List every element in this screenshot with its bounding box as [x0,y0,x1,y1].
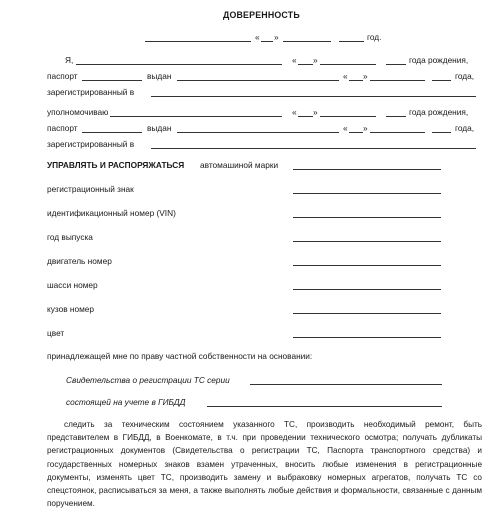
principal-name-field[interactable] [76,55,282,65]
agent-quote-open: « [292,107,297,117]
agent-issued-year-suffix: года, [455,123,475,133]
registered-at-field[interactable] [207,397,442,407]
agent-registered-field[interactable] [151,139,476,149]
principal-registered-label: зарегистрированный в [47,87,135,97]
vehicle-field-label: идентификационный номер (VIN) [47,208,176,218]
vehicle-field-label: цвет [47,328,65,338]
agent-issued-month-field[interactable] [370,123,425,133]
agent-issued-year-field[interactable] [432,123,451,133]
agent-passport-field[interactable] [82,123,142,133]
vehicle-field-label: кузов номер [47,304,95,314]
vehicle-brand-field[interactable] [293,160,441,170]
place-field[interactable] [145,32,251,42]
manage-heading: УПРАВЛЯТЬ И РАСПОРЯЖАТЬСЯ [47,160,185,170]
chassis-number-field[interactable] [293,280,441,290]
registered-at-label: состоящей на учете в ГИБДД [66,397,186,407]
agent-issued-quote-open: « [343,123,348,133]
principal-issued-label: выдан [147,71,172,81]
year-of-manufacture-field[interactable] [293,232,441,242]
body-number-field[interactable] [293,304,441,314]
principal-issued-quote-open: « [343,71,348,81]
agent-issued-quote-close: » [363,123,368,133]
color-field[interactable] [293,328,441,338]
agent-issued-label: выдан [147,123,172,133]
principal-issued-day-field[interactable] [349,71,363,81]
principal-quote-close: » [313,55,318,65]
principal-passport-field[interactable] [82,71,142,81]
engine-number-field[interactable] [293,256,441,266]
principal-passport-label: паспорт [47,71,78,81]
date-month-field[interactable] [283,32,331,42]
agent-issued-by-field[interactable] [177,123,339,133]
agent-registered-label: зарегистрированный в [47,139,135,149]
principal-issued-by-field[interactable] [177,71,339,81]
certificate-series-field[interactable] [250,375,442,385]
vin-field[interactable] [293,208,441,218]
agent-authorize-label: уполномочиваю [47,107,109,117]
principal-issued-year-suffix: года, [455,71,475,81]
vehicle-brand-label: автомашиной марки [200,160,279,170]
vehicle-field-label: год выпуска [47,232,93,242]
principal-issued-month-field[interactable] [370,71,425,81]
vehicle-field-label: регистрационный знак [47,184,134,194]
principal-issued-quote-close: » [363,71,368,81]
principal-registered-field[interactable] [151,87,476,97]
agent-name-field[interactable] [110,107,282,117]
agent-issued-day-field[interactable] [349,123,363,133]
principal-birth-year-suffix: года рождения, [409,55,469,65]
principal-birth-year-field[interactable] [386,55,406,65]
date-quote-open: « [255,32,260,42]
agent-birth-year-suffix: года рождения, [409,107,469,117]
principal-quote-open: « [292,55,297,65]
date-day-field[interactable] [261,32,273,42]
principal-i-label: Я, [65,55,74,65]
vehicle-field-label: шасси номер [47,280,98,290]
certificate-label: Свидетельства о регистрации ТС серии [66,375,230,385]
date-quote-close: » [274,32,279,42]
agent-birth-year-field[interactable] [386,107,406,117]
principal-issued-year-field[interactable] [432,71,451,81]
date-year-field[interactable] [339,32,364,42]
agent-passport-label: паспорт [47,123,78,133]
ownership-label: принадлежащей мне по праву частной собственности на основании: [47,351,313,361]
agent-birth-day-field[interactable] [298,107,313,117]
registration-plate-field[interactable] [293,184,441,194]
agent-quote-close: » [313,107,318,117]
authority-paragraph: следить за техническим состоянием указанного ТС, производить необходимый ремонт, быть представителем в ГИБДД, в Военкомате, в т.ч. при проведении технического осмотра; получать дубликаты регистрационных документов (Свидетельства о регистрации ТС, Паспорта транспортного средства) и государственных номерных знаков взамен утраченных, вносить любые изменения в регистрационные документы, изменять цвет ТС, производить замену и выбраковку номерных агрегатов, получать ТС со спецстоянок, расписываться за меня, а также выполнять любые действия и формальности, связанные с данным поручением. [47,420,482,509]
vehicle-field-label: двигатель номер [47,256,112,266]
document-title: ДОВЕРЕННОСТЬ [223,10,300,20]
principal-birth-day-field[interactable] [298,55,313,65]
principal-birth-month-field[interactable] [320,55,376,65]
agent-birth-month-field[interactable] [320,107,376,117]
date-year-suffix: год. [367,32,382,42]
